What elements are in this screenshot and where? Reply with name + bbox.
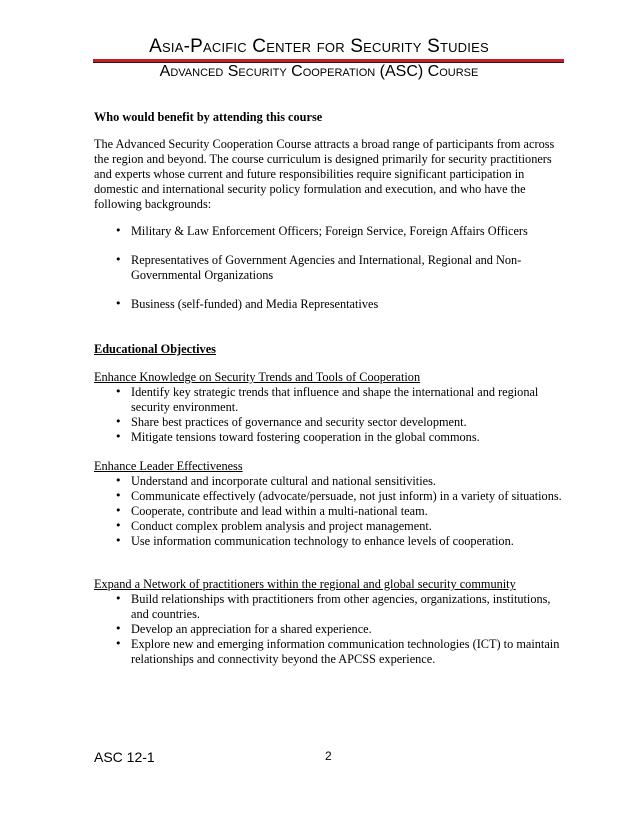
footer-page-number: 2 xyxy=(325,749,332,763)
list-item: • Understand and incorporate cultural and national sensitivities. xyxy=(94,474,564,489)
list-item: • Representatives of Government Agencies and International, Regional and Non-Governmental Organizations xyxy=(94,253,564,283)
list-item: • Communicate effectively (advocate/persuade, not just inform) in a variety of situations. xyxy=(94,489,564,504)
objectives-heading xyxy=(94,342,564,357)
list-item: • Use information communication technology to enhance levels of cooperation. xyxy=(94,534,564,549)
list-item: • Share best practices of governance and security sector development. xyxy=(94,415,564,430)
list-item: • Conduct complex problem analysis and project management. xyxy=(94,519,564,534)
list-item: • Explore new and emerging information communication technologies (ICT) to maintain relationships and connectivity beyond the APCSS experience. xyxy=(94,637,564,667)
who-heading-text: Who would benefit by attending this course xyxy=(94,110,323,124)
header-subtitle: Advanced Security Cooperation (ASC) Course xyxy=(159,63,479,80)
objective-group-1 xyxy=(94,370,564,445)
list-item: • Develop an appreciation for a shared experience. xyxy=(94,622,564,637)
objective-group-title: Enhance Leader Effectiveness xyxy=(94,459,243,473)
list-item: • Military & Law Enforcement Officers; Foreign Service, Foreign Affairs Officers xyxy=(94,224,564,239)
header-title: Asia-Pacific Center for Security Studies xyxy=(149,36,489,57)
list-item: • Build relationships with practitioners from other agencies, organizations, institutions, and countries. xyxy=(94,592,564,622)
who-heading xyxy=(94,110,564,125)
list-item: • Identify key strategic trends that influence and shape the international and regional security environment. xyxy=(94,385,564,415)
backgrounds-list xyxy=(94,224,564,326)
objective-group-title: Enhance Knowledge on Security Trends and Tools of Cooperation xyxy=(94,370,421,384)
list-item: • Business (self-funded) and Media Representatives xyxy=(94,297,564,312)
objective-group-3 xyxy=(94,577,564,666)
list-item: • Cooperate, contribute and lead within a multi-national team. xyxy=(94,504,564,519)
objective-group-2 xyxy=(94,459,564,548)
who-intro: The Advanced Security Cooperation Course attracts a broad range of participants from across the region and beyond. The course curriculum is designed primarily for security practitioners and experts whose current and future responsibilities require significant participation in domestic and international security policy formulation and execution, and who have the following backgrounds: xyxy=(94,137,555,211)
list-item: • Mitigate tensions toward fostering cooperation in the global commons. xyxy=(94,430,564,445)
footer-course-code: ASC 12-1 xyxy=(94,749,155,765)
objective-group-title: Expand a Network of practitioners within the regional and global security community xyxy=(94,577,516,591)
objectives-heading-text: Educational Objectives xyxy=(94,342,216,356)
